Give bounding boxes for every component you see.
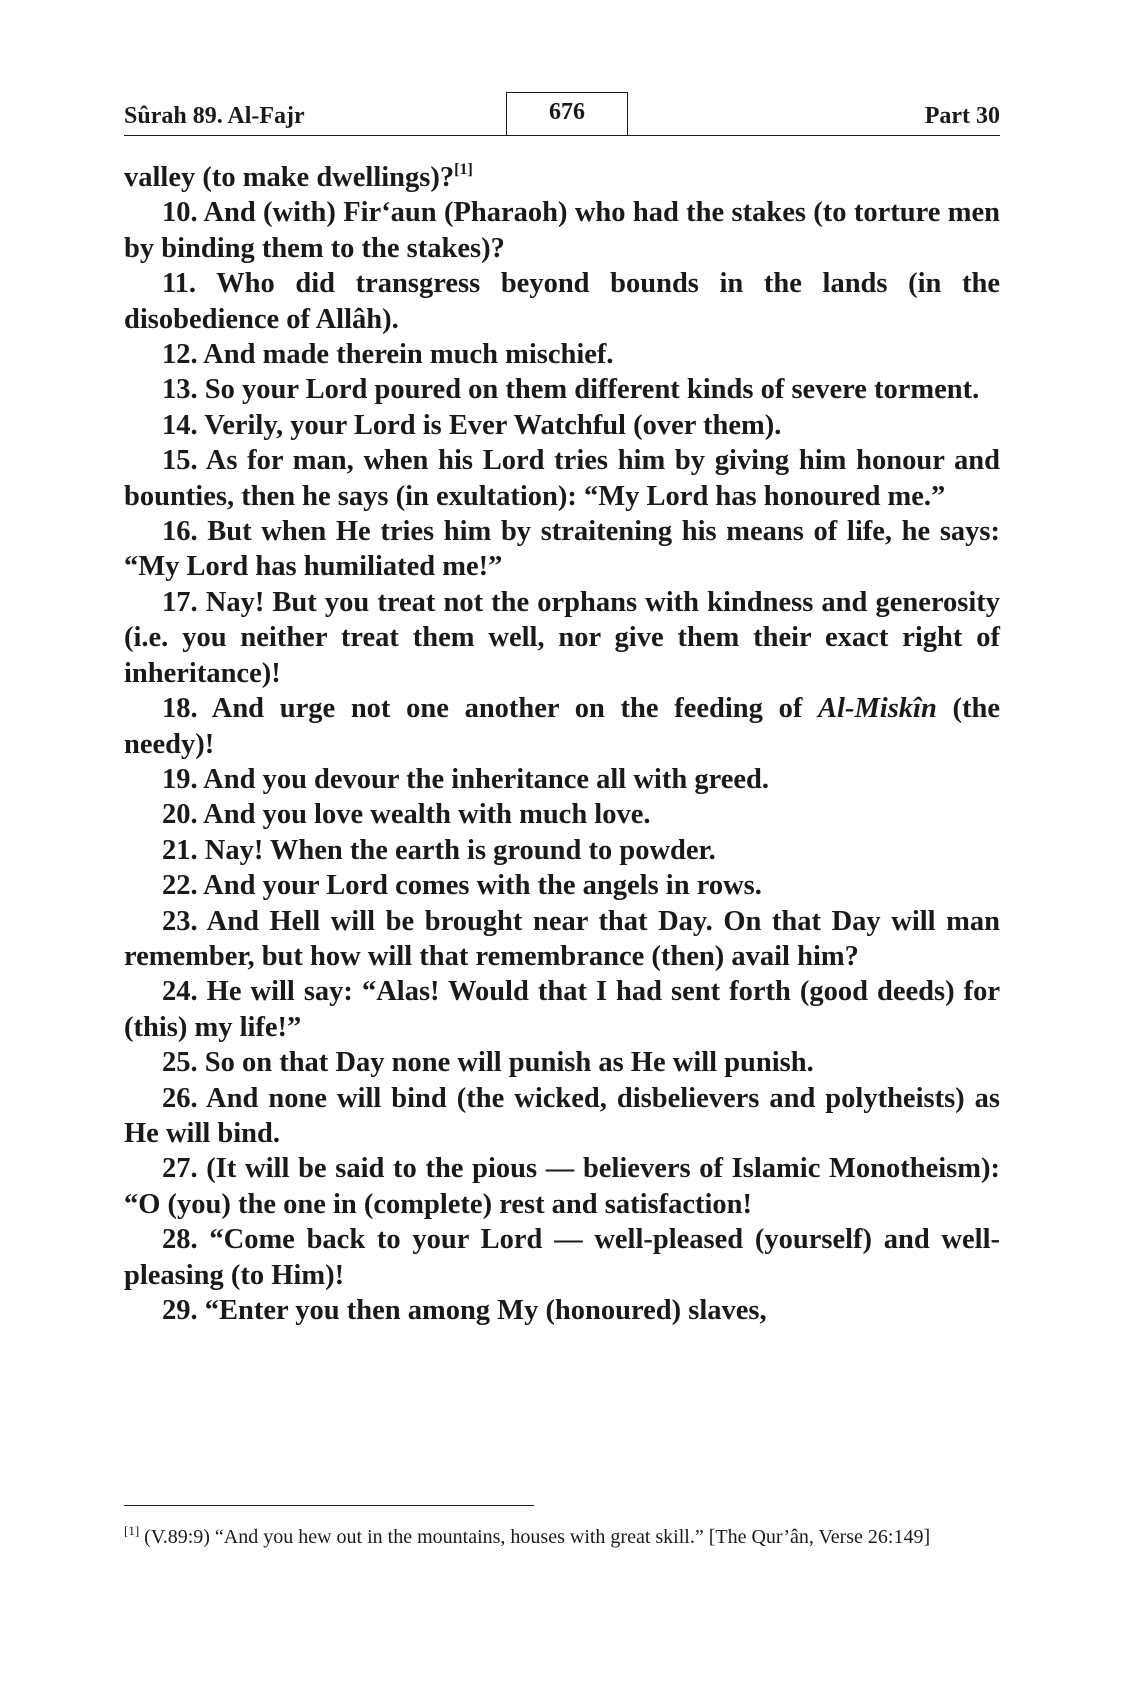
verse-text: (the needy)! xyxy=(124,693,1001,760)
part-label: Part 30 xyxy=(924,103,1000,129)
verse-continuation xyxy=(124,160,1000,195)
footnote xyxy=(124,1524,1000,1550)
verse-27: 27. (It will be said to the pious — believers of Islamic Monotheism): “O (you) the one in (complete) rest and satisfaction! xyxy=(124,1153,1000,1220)
verse-11: 11. Who did transgress beyond bounds in the lands (in the disobedience of Allâh). xyxy=(124,268,1000,335)
surah-title: Sûrah 89. Al-Fajr xyxy=(124,103,305,129)
verse-28: 28. “Come back to your Lord — well-pleased (yourself) and well-pleasing (to Him)! xyxy=(124,1224,1000,1291)
page-header xyxy=(124,92,1000,136)
verse-29: 29. “Enter you then among My (honoured) slaves, xyxy=(162,1295,767,1326)
verse-17: 17. Nay! But you treat not the orphans with kindness and generosity (i.e. you neither treat them well, nor give them their exact right of inheritance)! xyxy=(124,586,1000,689)
page-number-box xyxy=(506,92,628,135)
verse-13: 13. So your Lord poured on them different kinds of severe torment. xyxy=(162,374,980,406)
verse-italic-term: Al-Miskîn xyxy=(818,693,937,725)
verse-25: 25. So on that Day none will punish as He will punish. xyxy=(162,1047,814,1079)
verse-24: 24. He will say: “Alas! Would that I had sent forth (good deeds) for (this) my life!” xyxy=(124,976,1000,1043)
verse-20: 20. And you love wealth with much love. xyxy=(162,799,651,831)
verse-16: 16. But when He tries him by straitening his means of life, he says: “My Lord has humiliated me!” xyxy=(124,516,1000,583)
verse-15: 15. As for man, when his Lord tries him by giving him honour and bounties, then he says (in exultation): “My Lord has honoured me.” xyxy=(124,445,1000,512)
page-number: 676 xyxy=(549,99,585,125)
verse-23: 23. And Hell will be brought near that Day. On that Day will man remember, but how will that remembrance (then) avail him? xyxy=(124,905,1000,972)
verse-14: 14. Verily, your Lord is Ever Watchful (over them). xyxy=(162,409,782,441)
footnote-reference: [1] xyxy=(454,161,473,178)
verse-22: 22. And your Lord comes with the angels in rows. xyxy=(162,870,762,902)
verse-19: 19. And you devour the inheritance all with greed. xyxy=(162,763,769,795)
footnote-separator xyxy=(124,1505,534,1506)
footnote-text: (V.89:9) “And you hew out in the mountains, houses with great skill.” [The Qur’ân, Verse 26:149] xyxy=(144,1526,931,1548)
verse-12: 12. And made therein much mischief. xyxy=(162,339,614,371)
verse-10: 10. And (with) Fir‘aun (Pharaoh) who had the stakes (to torture men by binding them to the stakes)? xyxy=(124,197,1000,264)
verse-26: 26. And none will bind (the wicked, disbelievers and polytheists) as He will bind. xyxy=(124,1082,1000,1149)
header-rule xyxy=(124,135,1000,136)
verse-body xyxy=(124,160,1000,1328)
verse-21: 21. Nay! When the earth is ground to powder. xyxy=(162,834,716,866)
footnote-marker: [1] xyxy=(124,1523,140,1538)
verse-18 xyxy=(124,691,1000,762)
verse-text: 18. And urge not one another on the feeding of xyxy=(162,693,819,725)
verse-text: valley (to make dwellings)? xyxy=(124,162,455,193)
